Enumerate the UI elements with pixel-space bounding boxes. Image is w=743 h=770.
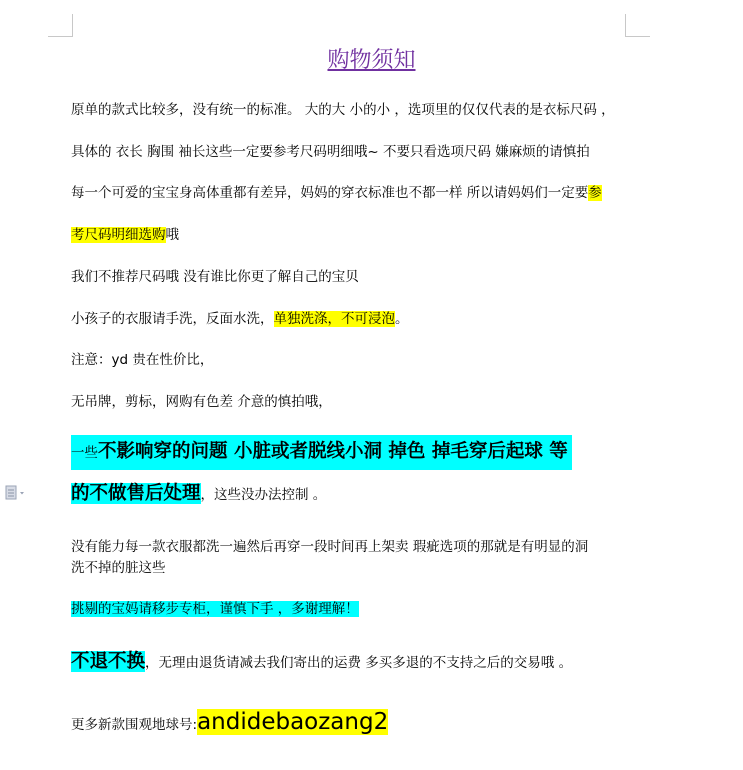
paragraph-5: 我们不推荐尺码哦 没有谁比你更了解自己的宝贝 [71, 269, 359, 285]
paragraph-9 [71, 435, 572, 470]
paragraph-3 [71, 182, 602, 204]
highlight-block [71, 435, 572, 470]
highlight-text: 参 [588, 185, 602, 201]
paragraph-9-bold: 不影响穿的问题 小脏或者脱线小洞 掉色 掉毛穿后起球 等 [98, 441, 568, 462]
highlight-text: 单独洗涤，不可浸泡 [273, 311, 395, 327]
paragraph-13-bold: 不退不换 [71, 651, 146, 672]
paragraph-4 [71, 224, 179, 246]
paragraph-10 [71, 477, 326, 512]
paragraph-1: 原单的款式比较多，没有统一的标准。 大的大 小的小 ，选项里的仅仅代表的是衣标尺码 ， [71, 102, 615, 118]
highlight-text: 考尺码明细选购 [71, 227, 166, 243]
paragraph-13 [71, 645, 572, 680]
paragraph-8: 无吊牌，剪标，网购有色差 介意的慎拍哦， [71, 394, 332, 410]
crop-mark-top-left [48, 14, 73, 37]
taobao-id-highlight: andidebaozang2 [197, 709, 389, 735]
paragraph-6-text: 小孩子的衣服请手洗，反面水洗， [71, 311, 274, 327]
paragraph-4-text: 哦 [165, 227, 179, 243]
paragraph-11-line-1: 没有能力每一款衣服都洗一遍然后再穿一段时间再上架卖 瑕疵选项的那就是有明显的洞 [71, 539, 589, 555]
document-menu-icon[interactable] [5, 485, 27, 501]
paragraph-2: 具体的 衣长 胸围 袖长这些一定要参考尺码明细哦~ 不要只看选项尺码 嫌麻烦的请慎拍 [71, 144, 590, 160]
paragraph-7: 注意：yd 贵在性价比， [71, 352, 214, 368]
paragraph-13-text: ，无理由退货请减去我们寄出的运费 多买多退的不支持之后的交易哦 。 [145, 655, 573, 671]
paragraph-10-text: ，这些没办法控制 。 [200, 487, 327, 503]
crop-mark-top-right [625, 14, 650, 37]
paragraph-6-end: 。 [395, 311, 409, 327]
paragraph-12 [71, 598, 359, 620]
paragraph-14 [71, 703, 388, 742]
page-title: 购物须知 [327, 48, 416, 73]
paragraph-3-text: 每一个可爱的宝宝身高体重都有差异，妈妈的穿衣标准也不都一样 所以请妈妈们一定要 [71, 185, 589, 201]
paragraph-10-bold: 的不做售后处理 [71, 483, 201, 504]
highlight-text: 挑剔的宝妈请移步专柜，谨慎下手 ，多谢理解！ [71, 601, 359, 617]
paragraph-9-small: 一些 [71, 445, 98, 461]
paragraph-14-text: 更多新款围观地球号: [71, 717, 198, 733]
paragraph-6 [71, 308, 409, 330]
paragraph-11-line-2: 洗不掉的脏这些 [71, 560, 166, 576]
